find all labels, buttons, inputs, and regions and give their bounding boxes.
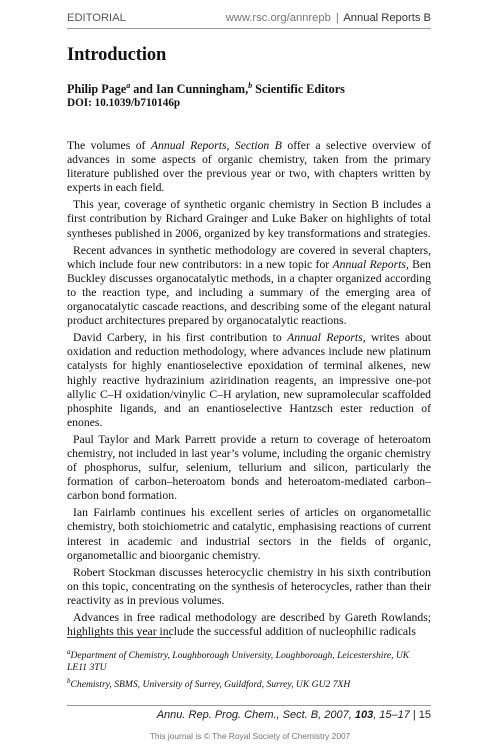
paragraph: This year, coverage of synthetic organic chemistry in Section B includes a first contribution by Richard Grainger and Luke Baker on highlights of total syntheses published in 2006, organized by key transformations and strategies.: [67, 198, 431, 240]
section-label: EDITORIAL: [67, 12, 126, 24]
journal-url-link[interactable]: www.rsc.org/annrepb: [225, 12, 331, 24]
paragraph: David Carbery, in his first contribution to Annual Reports, writes about oxidation and reduction methodology, where advances include new platinum catalysts for highly enantioselective epoxidation of terminal alkenes, new highly reactive hydrazinium aziridination reagents, an impressive one-pot allylic C–H oxidation/vinylic C–H arylation, new supramolecular scaffolded phosphite ligands, and an enantioselective Hantzsch ester reduction of enones.: [67, 331, 431, 429]
header-separator: |: [335, 12, 339, 24]
journal-reference: Annu. Rep. Prog. Chem., Sect. B,: [156, 709, 322, 721]
footer-rule: [67, 705, 431, 706]
paragraph: Recent advances in synthetic methodology are covered in several chapters, which include four new contributors: in a new topic for Annual Reports, Ben Buckley discusses organocatalytic methods, in a chapter organized according to the reaction type, and including a summary of the emerging area of organocatalytic cascade reactions, and describing some of the elegant natural product architectures prepared by organocatalytic reactions.: [67, 243, 431, 328]
page-range: , 15–17: [373, 709, 410, 721]
author-line: [67, 81, 345, 97]
footnotes: [67, 646, 431, 691]
author-name: and Ian Cunningham,: [130, 82, 249, 97]
article-title: Introduction: [67, 45, 167, 65]
paragraph: The volumes of Annual Reports, Section B offer a selective overview of advances in some aspects of organic chemistry, taken from the primary literature published over the previous year or two, with chapters written by experts in each field.: [67, 139, 431, 195]
footnote-rule: [67, 637, 171, 638]
page-number: 15: [418, 709, 431, 721]
journal-name: Annual Reports B: [343, 12, 431, 24]
affiliation-mark: b: [248, 81, 253, 90]
volume: 103: [354, 709, 374, 721]
journal-title-italic: Annual Reports, Section B: [150, 139, 282, 152]
journal-title-italic: Annual Reports: [332, 257, 406, 271]
paragraph: Paul Taylor and Mark Parrett provide a return to coverage of heteroatom chemistry, not included in last year’s volume, including the organic chemistry of phosphorus, sulfur, selenium, tellurium and silicon, particularly the formation of carbon–heteroatom bonds and heteroatom-mediated carbon–carbon bond formation.: [67, 432, 431, 503]
year: 2007,: [321, 709, 355, 721]
footer-separator: |: [412, 709, 416, 721]
paragraph: Advances in free radical methodology are described by Gareth Rowlands; highlights this year include the successful addition of nucleophilic radicals: [67, 611, 431, 639]
paragraph: Robert Stockman discusses heterocyclic chemistry in his sixth contribution on this topic, concentrating on the synthesis of heterocycles, rather than their reactivity as in previous volumes.: [67, 565, 431, 607]
paragraph: Ian Fairlamb continues his excellent series of articles on organometallic chemistry, both stoichiometric and catalytic, emphasising reactions of current interest in academic and industrial sectors in the fields of organic, organometallic and bioorganic chemistry.: [67, 506, 431, 562]
header-rule: [67, 28, 431, 29]
footnote-a: $^a$Department of Chemistry, Loughborough University, Loughborough, Leicestershire, UK LE11 3TU: [67, 648, 410, 674]
article-body: [67, 139, 431, 642]
journal-title-italic: Annual Reports: [287, 331, 363, 345]
author-role: Scientific Editors: [252, 82, 345, 97]
author-name: Philip Page: [67, 82, 127, 97]
footnote-b: $^b$Chemistry, SBMS, University of Surrey, Guildford, Surrey, UK GU2 7XH: [67, 676, 351, 690]
doi-link[interactable]: DOI: 10.1039/b710146p: [67, 97, 181, 109]
running-header: [67, 10, 431, 28]
affiliation-mark: a: [126, 81, 131, 90]
header-right: [226, 12, 431, 24]
copyright-notice: This journal is © The Royal Society of Chemistry 2007: [149, 731, 351, 741]
citation-line: [157, 709, 431, 721]
